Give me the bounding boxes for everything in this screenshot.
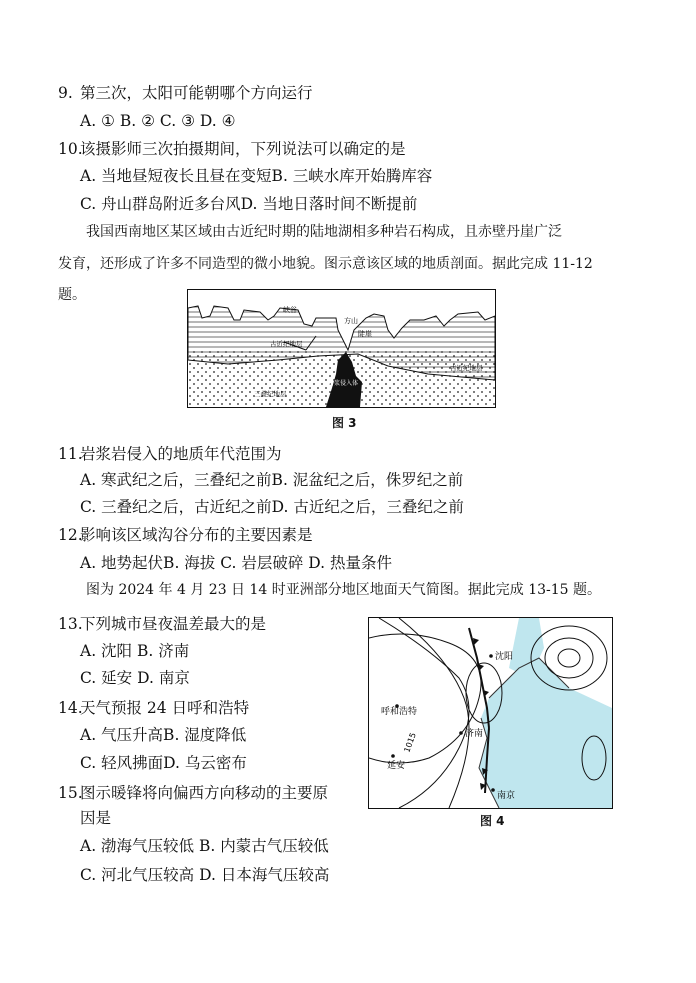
isobar <box>531 626 607 690</box>
options: A. 当地昼短夜长且昼在变短B. 三峡水库开始腾库容 <box>80 167 433 185</box>
figure-4-caption: 图 4 <box>480 814 505 828</box>
city-dot <box>459 731 463 735</box>
question-text: 图示暖锋将向偏西方向移动的主要原 <box>80 784 329 802</box>
label-canyon: 峡谷 <box>283 306 297 314</box>
options: A. 地势起伏B. 海拔 C. 岩层破碎 D. 热量条件 <box>80 554 393 572</box>
question-text: 下列城市昼夜温差最大的是 <box>80 615 267 633</box>
options: A. 气压升高B. 湿度降低 <box>80 726 247 744</box>
city-dot <box>489 654 493 658</box>
question-number: 9. <box>58 84 73 102</box>
question-number: 13. <box>58 615 83 633</box>
passage-line: 图为 2024 年 4 月 23 日 14 时亚洲部分地区地面天气简图。据此完成 13-15 题。 <box>86 582 602 598</box>
question-text: 该摄影师三次拍摄期间，下列说法可以确定的是 <box>80 140 406 158</box>
label-mesa: 方山 <box>344 317 358 325</box>
passage-line: 我国西南地区某区域由古近纪时期的陆地湖相多种岩石构成，且赤壁丹崖广泛 <box>86 224 562 240</box>
question-number: 15. <box>58 784 83 802</box>
city-dot <box>391 754 395 758</box>
question-text: 第三次，太阳可能朝哪个方向运行 <box>80 84 313 102</box>
question-number: 14. <box>58 699 83 717</box>
city-hohhot: 呼和浩特 <box>381 707 418 717</box>
options: A. 渤海气压较低 B. 内蒙古气压较低 <box>80 837 329 855</box>
city-shenyang: 沈阳 <box>495 652 514 662</box>
label-paleogene-left: 古近纪地层 <box>270 340 303 348</box>
options: C. 三叠纪之后，古近纪之前D. 古近纪之后，三叠纪之前 <box>80 498 464 516</box>
figure-3-caption: 图 3 <box>332 416 357 430</box>
isobar-value: 1015 <box>402 731 418 754</box>
city-nanjing: 南京 <box>497 791 516 801</box>
weather-map <box>369 618 612 808</box>
city-yanan: 延安 <box>387 761 406 771</box>
label-paleogene-right: 古近纪地层 <box>450 364 483 372</box>
passage-line: 发育，还形成了许多不同造型的微小地貌。图示意该区域的地质剖面。据此完成 11-12 <box>58 256 593 272</box>
question-text: 岩浆岩侵入的地质年代范围为 <box>80 445 282 463</box>
question-number: 10. <box>58 140 83 158</box>
options: A. 沈阳 B. 济南 <box>80 642 190 660</box>
options: C. 舟山群岛附近多台风D. 当地日落时间不断提前 <box>80 195 418 213</box>
question-text: 因是 <box>80 809 112 827</box>
front-marker <box>483 690 489 697</box>
question-text: 影响该区域沟谷分布的主要因素是 <box>80 526 313 544</box>
figure-4-weather-map <box>368 617 613 809</box>
question-number: 11. <box>58 445 83 463</box>
city-jinan: 济南 <box>465 729 484 739</box>
options: C. 河北气压较高 D. 日本海气压较高 <box>80 866 330 884</box>
sea-area <box>479 658 612 808</box>
label-triassic: 三叠纪地层 <box>254 390 287 398</box>
front-marker <box>478 664 484 671</box>
label-cliff: 陡崖 <box>358 330 372 338</box>
options: A. ① B. ② C. ③ D. ④ <box>80 112 236 130</box>
geologic-section-diagram <box>188 290 495 407</box>
options: C. 延安 D. 南京 <box>80 669 190 687</box>
figure-3-geologic-section <box>187 289 496 408</box>
options: A. 寒武纪之后，三叠纪之前B. 泥盆纪之后，侏罗纪之前 <box>80 471 464 489</box>
isobar <box>558 649 580 667</box>
passage-line: 题。 <box>58 287 86 303</box>
front-marker <box>473 638 479 645</box>
label-intrusion: 岩浆侵入体 <box>328 380 359 387</box>
question-text: 天气预报 24 日呼和浩特 <box>80 699 250 717</box>
city-dot <box>491 788 495 792</box>
question-number: 12. <box>58 526 83 544</box>
options: C. 轻风拂面D. 乌云密布 <box>80 754 247 772</box>
isobar <box>545 638 593 678</box>
